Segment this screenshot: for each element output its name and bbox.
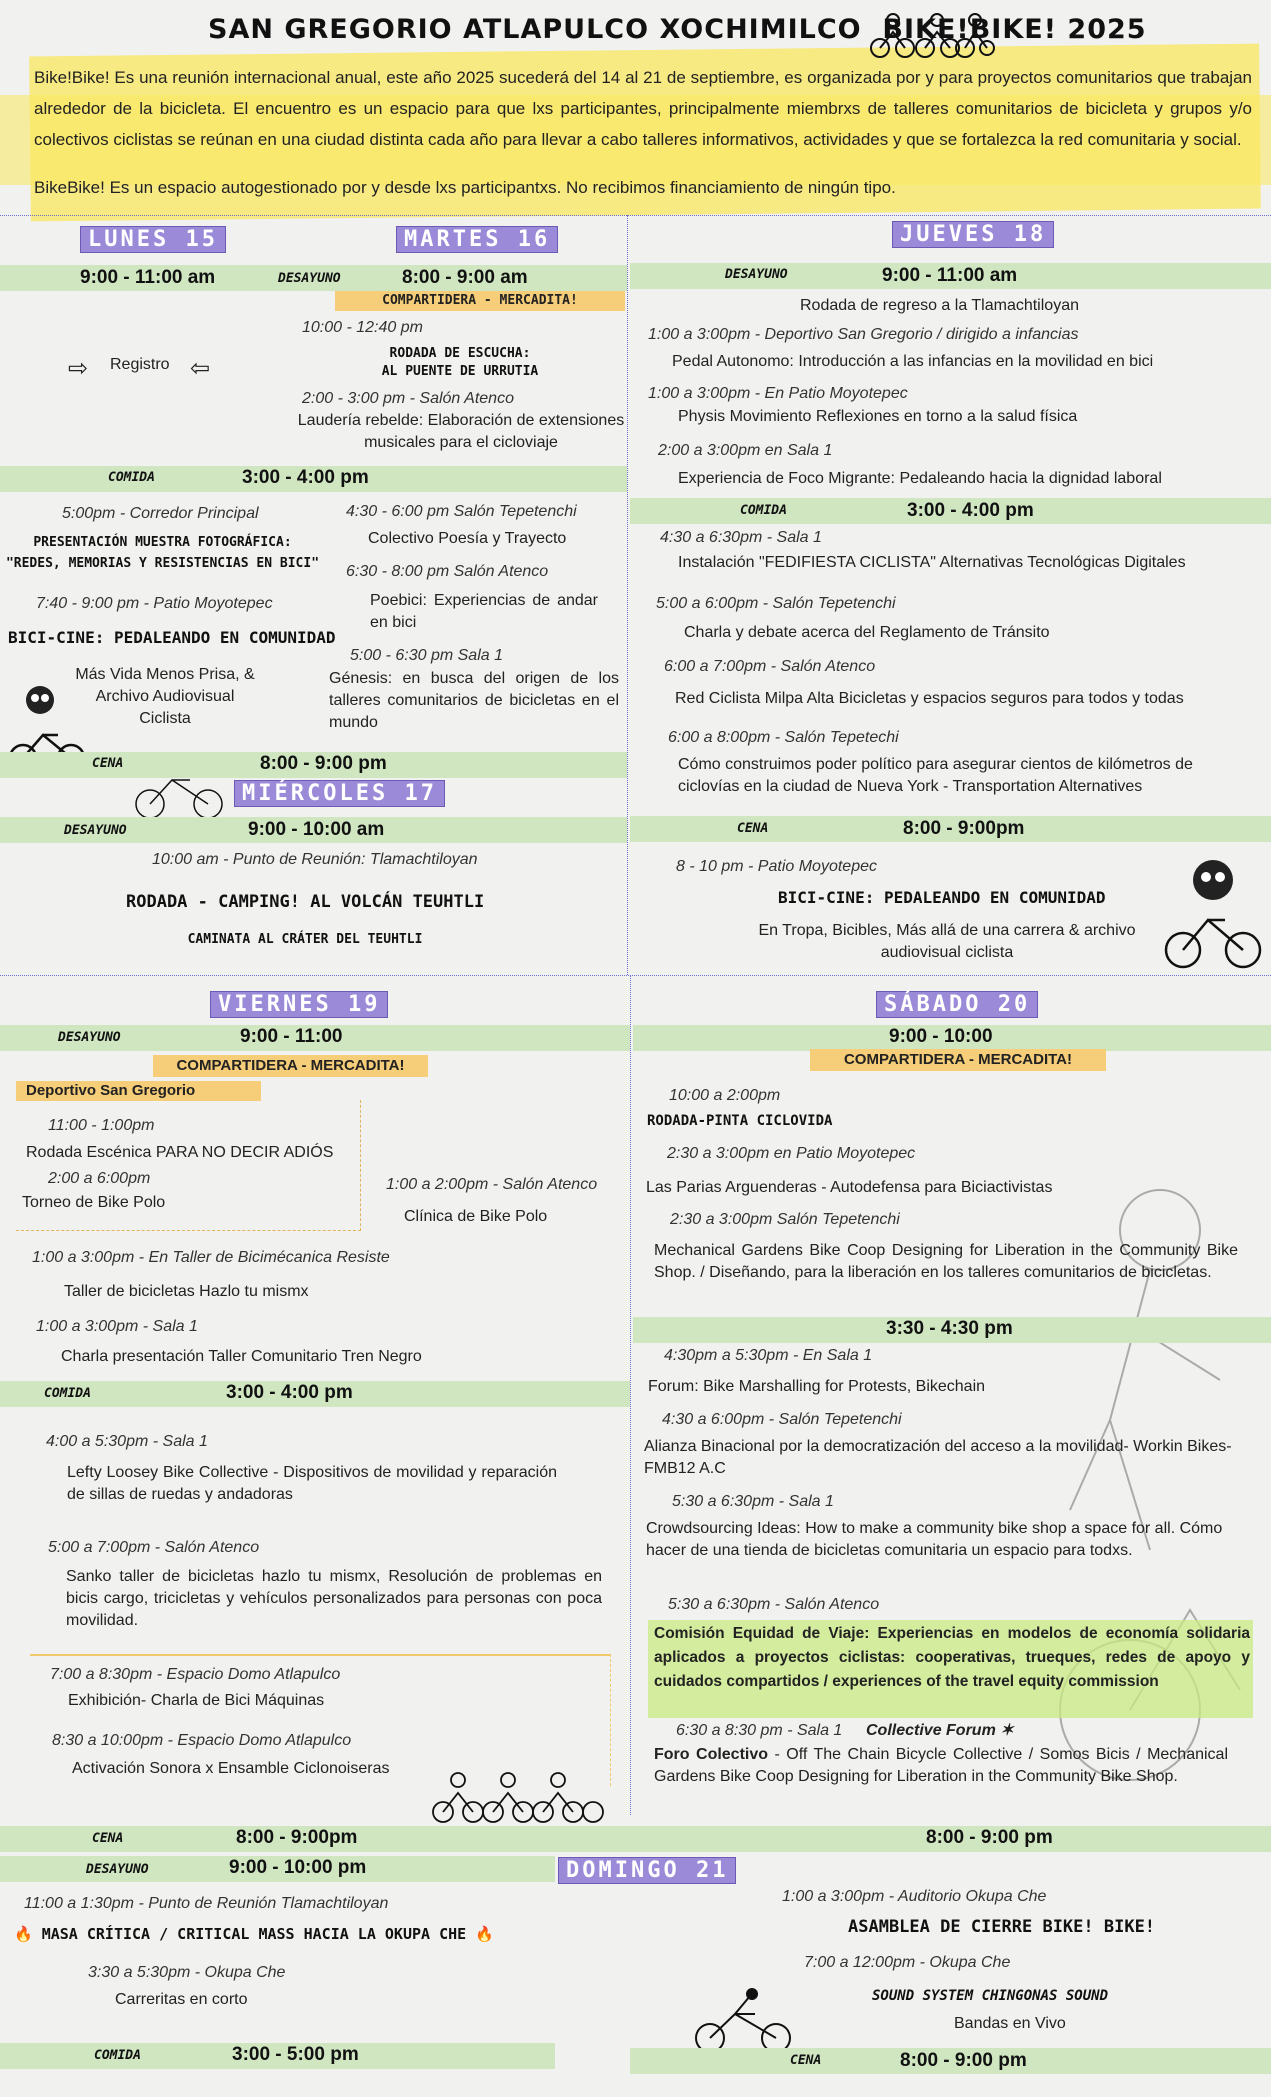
- event-title: SOUND SYSTEM CHINGONAS SOUND: [872, 1988, 1109, 2004]
- lunch-label: COMIDA: [44, 1386, 91, 1401]
- event-desc: Activación Sonora x Ensamble Ciclonoiseras: [72, 1760, 390, 1777]
- breakfast-time-domingo: 9:00 - 10:00 pm: [229, 1857, 367, 1878]
- event-desc: Forum: Bike Marshalling for Protests, Bikechain: [648, 1378, 986, 1395]
- event-title: RODADA - CAMPING! AL VOLCÁN TEUHTLI: [126, 892, 485, 912]
- bicycle-group-icon: [865, 10, 995, 60]
- event-desc: Experiencia de Foco Migrante: Pedaleando hacia la dignidad laboral: [678, 470, 1162, 487]
- event-time: 1:00 a 3:00pm - En Taller de Bicimécanica Resiste: [32, 1249, 390, 1266]
- event-desc: Sanko taller de bicicletas hazlo tu mismx, Resolución de problemas en bicis cargo, tricicletas y vehículos personalizados para personas con poca movilidad.: [66, 1568, 602, 1629]
- event-title: ASAMBLEA DE CIERRE BIKE! BIKE!: [848, 1917, 1156, 1937]
- event-desc: Las Parias Arguenderas - Autodefensa para Biciactivistas: [646, 1179, 1053, 1196]
- dinner-label: CENA: [737, 821, 769, 836]
- event-time: 5:00 a 6:00pm - Salón Tepetenchi: [656, 595, 896, 612]
- event-desc: Red Ciclista Milpa Alta Bicicletas y espacios seguros para todos y todas: [675, 690, 1184, 707]
- day-domingo: DOMINGO 21: [558, 1857, 736, 1884]
- arrow-right-icon: ⇨: [68, 355, 89, 382]
- event-time: 1:00 a 3:00pm - Deportivo San Gregorio / dirigido a infancias: [648, 326, 1079, 343]
- compartidera-martes: COMPARTIDERA - MERCADITA!: [335, 291, 625, 311]
- event-desc: Crowdsourcing Ideas: How to make a community bike shop a space for all. Cómo hacer de una tienda de bicicletas comunitaria un espacio para todxs.: [646, 1520, 1223, 1559]
- lunch-time-lunes: 3:00 - 4:00 pm: [242, 467, 369, 488]
- day-jueves: JUEVES 18: [892, 221, 1054, 248]
- dinner-time-sabado: 8:00 - 9:00 pm: [926, 1827, 1053, 1848]
- breakfast-label: DESAYUNO: [86, 1862, 149, 1877]
- event-time: 5:30 a 6:30pm - Sala 1: [672, 1493, 834, 1510]
- event-title: AL PUENTE DE URRUTIA: [381, 364, 539, 379]
- divider-vertical-bottom: [630, 975, 631, 1815]
- event-time: 3:30 a 5:30pm - Okupa Che: [88, 1964, 286, 1981]
- divider-vertical-top: [627, 215, 628, 975]
- event-desc: Taller de bicicletas Hazlo tu mismx: [64, 1283, 309, 1300]
- event-title: BICI-CINE: PEDALEANDO EN COMUNIDAD: [8, 628, 336, 647]
- event-time: 1:00 a 3:00pm - En Patio Moyotepec: [648, 385, 908, 402]
- day-martes: MARTES 16: [396, 226, 558, 253]
- event-desc: Clínica de Bike Polo: [404, 1208, 548, 1225]
- event-desc: Laudería rebelde: Elaboración de extensiones musicales para el cicloviaje: [297, 412, 625, 451]
- event-desc: Charla presentación Taller Comunitario Tren Negro: [61, 1348, 422, 1365]
- arrow-left-icon: ⇦: [190, 355, 211, 382]
- event-time: 2:30 a 3:00pm en Patio Moyotepec: [667, 1145, 916, 1162]
- event-desc: Instalación "FEDIFIESTA CICLISTA" Alternativas Tecnológicas Digitales: [678, 554, 1186, 571]
- fire-icon: 🔥: [14, 1925, 33, 1943]
- collective-forum-tag: Collective Forum ✶: [866, 1722, 1014, 1739]
- event-desc: Más Vida Menos Prisa, & Archivo Audiovisual Ciclista: [75, 666, 255, 727]
- bicycle-group-icon: [428, 1768, 618, 1824]
- event-desc: Mechanical Gardens Bike Coop Designing for Liberation in the Community Bike Shop. / Diseñando, para la liberación en los talleres comunitarios de bicicletas.: [654, 1242, 1238, 1281]
- event-time: 4:00 a 5:30pm - Sala 1: [46, 1433, 208, 1450]
- event-desc: Génesis: en busca del origen de los talleres comunitarios de bicicletas en el mundo: [329, 670, 619, 731]
- event-time: 2:00 - 3:00 pm - Salón Atenco: [302, 390, 514, 407]
- event-desc: En Tropa, Bicibles, Más allá de una carrera & archivo audiovisual ciclista: [758, 922, 1136, 961]
- compartidera-sabado: COMPARTIDERA - MERCADITA!: [810, 1049, 1106, 1071]
- day-lunes: LUNES 15: [80, 226, 226, 253]
- event-desc: Alianza Binacional por la democratización del acceso a la movilidad- Workin Bikes- FMB12 A.C: [644, 1438, 1232, 1477]
- event-desc: Rodada Escénica PARA NO DECIR ADIÓS: [26, 1144, 334, 1161]
- breakfast-time-viernes: 9:00 - 11:00: [240, 1026, 343, 1047]
- event-subtitle: CAMINATA AL CRÁTER DEL TEUHTLI: [187, 932, 423, 947]
- event-time: 4:30pm a 5:30pm - En Sala 1: [664, 1347, 873, 1364]
- dinner-time-domingo: 8:00 - 9:00 pm: [900, 2050, 1027, 2071]
- day-viernes: VIERNES 19: [210, 991, 388, 1018]
- intro-text: Bike!Bike! Es una reunión internacional anual, este año 2025 sucederá del 14 al 21 de septiembre, es organizada por y para proyectos comunitarios que trabajan alrededor de la bicicleta. El encuentro es un espacio para que lxs participantes, principalmente miembrxs de talleres comunitarios de bicicleta y grupos y/o colectivos ciclistas se reúnan en una ciudad distinta cada año para llevar a cabo talleres informativos, actividades y que se fortalezca la red comunitaria y social.: [34, 68, 1252, 149]
- dinner-label: CENA: [92, 1831, 124, 1846]
- event-desc: Bandas en Vivo: [954, 2015, 1066, 2032]
- event-time: 5:30 a 6:30pm - Salón Atenco: [668, 1596, 880, 1613]
- event-time: 5:00pm - Corredor Principal: [62, 505, 259, 522]
- event-time: 2:00 a 3:00pm en Sala 1: [658, 442, 833, 459]
- breakfast-time-miercoles: 9:00 - 10:00 am: [248, 819, 385, 840]
- star-icon: ✶: [1000, 1722, 1014, 1739]
- event-desc: Exhibición- Charla de Bici Máquinas: [68, 1692, 325, 1709]
- event-title: RODADA-PINTA CICLOVIDA: [647, 1113, 833, 1129]
- event-title: 🔥 MASA CRÍTICA / CRITICAL MASS HACIA LA OKUPA CHE 🔥: [14, 1925, 494, 1943]
- dinner-time-jueves: 8:00 - 9:00pm: [903, 818, 1025, 839]
- event-time: 10:00 - 12:40 pm: [302, 319, 423, 336]
- event-time: 4:30 a 6:00pm - Salón Tepetenchi: [662, 1411, 902, 1428]
- event-time: 10:00 a 2:00pm: [669, 1087, 781, 1104]
- event-time: 11:00 - 1:00pm: [48, 1117, 155, 1134]
- divider-top: [0, 215, 1271, 216]
- lunch-label: COMIDA: [740, 503, 787, 518]
- event-time: 6:30 a 8:30 pm - Sala 1: [676, 1722, 843, 1739]
- day-miercoles: MIÉRCOLES 17: [234, 780, 445, 807]
- event-desc: Rodada de regreso a la Tlamachtiloyan: [800, 297, 1079, 314]
- dinner-time-lunes: 8:00 - 9:00 pm: [260, 753, 387, 774]
- lunch-label: COMIDA: [108, 470, 155, 485]
- event-time: 10:00 am - Punto de Reunión: Tlamachtiloyan: [152, 851, 478, 868]
- event-time: 1:00 a 2:00pm - Salón Atenco: [386, 1176, 598, 1193]
- lunch-time-jueves: 3:00 - 4:00 pm: [907, 500, 1034, 521]
- event-title: RODADA DE ESCUCHA:: [389, 346, 531, 361]
- event-desc: Cómo construimos poder político para asegurar cientos de kilómetros de ciclovías en la ciudad de Nueva York - Transportation Alternatives: [678, 756, 1193, 795]
- intro-text-2: BikeBike! Es un espacio autogestionado por y desde lxs participantxs. No recibimos financiamiento de ningún tipo.: [34, 178, 896, 197]
- breakfast-time-martes: 8:00 - 9:00 am: [402, 267, 528, 288]
- dinner-time-viernes: 8:00 - 9:00pm: [236, 1827, 358, 1848]
- page-title: SAN GREGORIO ATLAPULCO XOCHIMILCO BIKE!BIKE! 2025: [208, 14, 1147, 45]
- fire-icon: 🔥: [475, 1925, 494, 1943]
- event-time: 4:30 a 6:30pm - Sala 1: [660, 529, 822, 546]
- cyclist-figure-icon: [690, 1986, 800, 2056]
- event-time: 11:00 a 1:30pm - Punto de Reunión Tlamachtiloyan: [24, 1895, 389, 1912]
- event-time: 7:00 a 12:00pm - Okupa Che: [804, 1954, 1011, 1971]
- event-name: BIKE!BIKE! 2025: [882, 14, 1147, 45]
- dinner-label: CENA: [790, 2053, 822, 2068]
- event-desc: Pedal Autonomo: Introducción a las infancias en la movilidad en bici: [672, 353, 1154, 370]
- lunch-time-sabado: 3:30 - 4:30 pm: [886, 1318, 1013, 1339]
- breakfast-time-sabado: 9:00 - 10:00: [889, 1026, 993, 1047]
- dinner-label: CENA: [92, 756, 124, 771]
- breakfast-label: DESAYUNO: [64, 823, 127, 838]
- event-desc: Comisión Equidad de Viaje: Experiencias en modelos de economía solidaria aplicados a proyectos ciclistas: cooperativas, trueques, redes de apoyo y cuidados compartidos / experiences of the travel equity commission: [654, 1625, 1250, 1690]
- compartidera-viernes: COMPARTIDERA - MERCADITA!: [153, 1055, 428, 1077]
- event-title: PRESENTACIÓN MUESTRA FOTOGRÁFICA:: [33, 535, 292, 550]
- breakfast-label: DESAYUNO: [58, 1030, 121, 1045]
- bicycle-icon: [130, 762, 230, 822]
- event-time: 8 - 10 pm - Patio Moyotepec: [676, 858, 877, 875]
- event-title: BICI-CINE: PEDALEANDO EN COMUNIDAD: [778, 888, 1106, 907]
- event-desc: Lefty Loosey Bike Collective - Dispositivos de movilidad y reparación de sillas de ruedas y andadoras: [67, 1464, 557, 1503]
- event-desc: Physis Movimiento Reflexiones en torno a la salud física: [678, 408, 1078, 425]
- event-time: 7:00 a 8:30pm - Espacio Domo Atlapulco: [50, 1666, 341, 1683]
- event-title: "REDES, MEMORIAS Y RESISTENCIAS EN BICI": [5, 556, 320, 571]
- breakfast-label: DESAYUNO: [278, 271, 341, 286]
- lunch-time-domingo: 3:00 - 5:00 pm: [232, 2044, 359, 2065]
- event-desc: Colectivo Poesía y Trayecto: [368, 530, 567, 547]
- event-time: 7:40 - 9:00 pm - Patio Moyotepec: [36, 595, 273, 612]
- cyclist-figure-icon: [1163, 850, 1263, 975]
- breakfast-time-jueves: 9:00 - 11:00 am: [882, 265, 1018, 286]
- event-time: 5:00 - 6:30 pm Sala 1: [350, 647, 503, 664]
- event-time: 5:00 a 7:00pm - Salón Atenco: [48, 1539, 260, 1556]
- lunch-label: COMIDA: [94, 2048, 141, 2063]
- event-time: 8:30 a 10:00pm - Espacio Domo Atlapulco: [52, 1732, 352, 1749]
- event-desc: Carreritas en corto: [115, 1991, 248, 2008]
- foro-title: Foro Colectivo: [654, 1746, 769, 1763]
- event-time: 6:00 a 8:00pm - Salón Tepetechi: [668, 729, 899, 746]
- event-time: 6:00 a 7:00pm - Salón Atenco: [664, 658, 876, 675]
- event-time: 1:00 a 3:00pm - Sala 1: [36, 1318, 198, 1335]
- event-time: 4:30 - 6:00 pm Salón Tepetenchi: [346, 503, 577, 520]
- day-sabado: SÁBADO 20: [876, 991, 1038, 1018]
- divider-middle: [0, 975, 1271, 976]
- event-time: 6:30 - 8:00 pm Salón Atenco: [346, 563, 549, 580]
- event-desc: Charla y debate acerca del Reglamento de Tránsito: [684, 624, 1050, 641]
- event-desc: Torneo de Bike Polo: [22, 1194, 166, 1211]
- breakfast-time-lunes: 9:00 - 11:00 am: [80, 267, 216, 288]
- event-time: 1:00 a 3:00pm - Auditorio Okupa Che: [782, 1888, 1047, 1905]
- event-desc: Foro Colectivo - Off The Chain Bicycle Collective / Somos Bicis / Mechanical Gardens Bike Coop Designing for Liberation in the Community Bike Shop.: [654, 1746, 1228, 1785]
- breakfast-label: DESAYUNO: [725, 267, 788, 282]
- place-deportivo: Deportivo San Gregorio: [16, 1081, 261, 1101]
- dinner-band-viernes: [0, 1826, 1271, 1852]
- event-desc: Poebici: Experiencias de andar en bici: [370, 592, 598, 631]
- registro-label: Registro: [110, 356, 170, 373]
- event-time: 2:00 a 6:00pm: [48, 1170, 151, 1187]
- lunch-time-viernes: 3:00 - 4:00 pm: [226, 1382, 353, 1403]
- event-time: 2:30 a 3:00pm Salón Tepetenchi: [670, 1211, 900, 1228]
